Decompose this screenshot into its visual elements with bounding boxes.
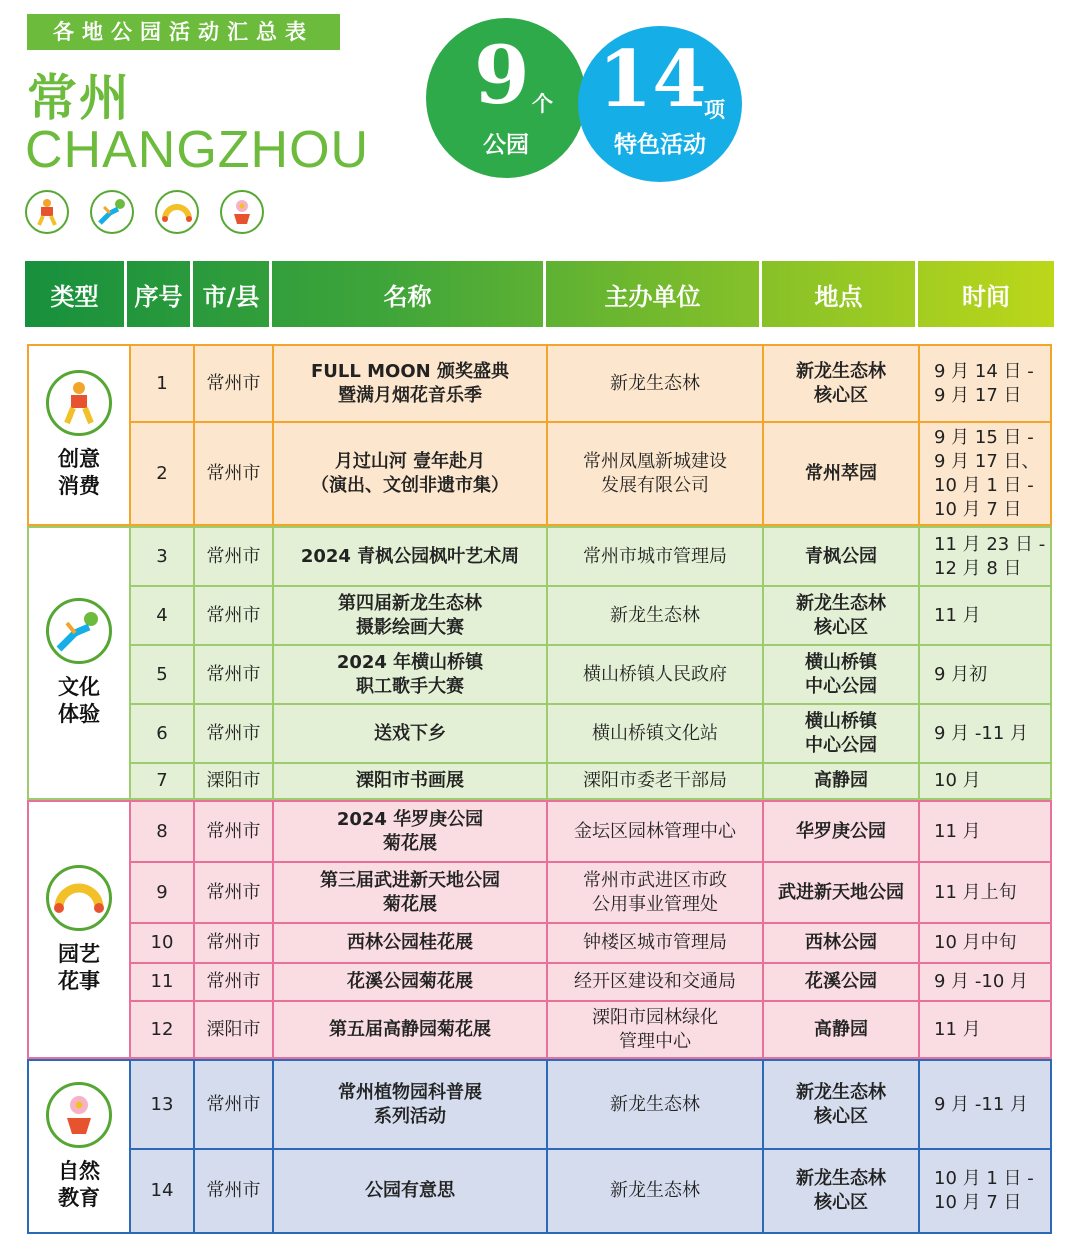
cell-no: 2 [129, 421, 193, 524]
cell-no: 3 [129, 528, 193, 585]
column-header-name: 名称 [272, 261, 546, 327]
table-row [129, 922, 1050, 962]
cell-no: 13 [129, 1061, 193, 1148]
column-header-location: 地点 [762, 261, 918, 327]
cell-organizer: 横山桥镇人民政府 [546, 644, 762, 703]
parks-unit: 个 [532, 92, 553, 116]
activities-unit: 项 [704, 98, 725, 122]
cell-name: 花溪公园菊花展 [272, 962, 546, 1000]
cell-organizer: 常州凤凰新城建设 发展有限公司 [546, 421, 762, 524]
cell-time: 11 月 [918, 802, 1050, 861]
cell-name: 第三届武进新天地公园 菊花展 [272, 861, 546, 922]
cell-name: 溧阳市书画展 [272, 762, 546, 798]
category-label: 文化 体验 [58, 675, 100, 726]
cell-time: 11 月 23 日 - 12 月 8 日 [918, 528, 1050, 585]
cell-no: 7 [129, 762, 193, 798]
cell-time: 11 月 [918, 585, 1050, 644]
table-row [129, 962, 1050, 1000]
cell-name: 常州植物园科普展 系列活动 [272, 1061, 546, 1148]
cell-location: 西林公园 [762, 922, 918, 962]
cell-city: 常州市 [193, 922, 272, 962]
cell-time: 11 月上旬 [918, 861, 1050, 922]
category-cell [29, 1061, 129, 1232]
group-nature-education [27, 1059, 1052, 1234]
cell-city: 常州市 [193, 1148, 272, 1232]
cell-no: 10 [129, 922, 193, 962]
category-label: 自然 教育 [58, 1158, 100, 1210]
table-row [129, 703, 1050, 762]
table-row [129, 1000, 1050, 1057]
cell-time: 9 月 14 日 - 9 月 17 日 [918, 346, 1050, 421]
cell-organizer: 钟楼区城市管理局 [546, 922, 762, 962]
city-title-en: CHANGZHOU [25, 121, 370, 179]
activities-count: 14 [598, 34, 707, 125]
category-label: 园艺 花事 [58, 941, 100, 993]
cell-city: 溧阳市 [193, 762, 272, 798]
cell-location: 华罗庚公园 [762, 802, 918, 861]
cell-location: 武进新天地公园 [762, 861, 918, 922]
cell-city: 常州市 [193, 1061, 272, 1148]
group-horticulture [27, 800, 1052, 1059]
cell-organizer: 新龙生态林 [546, 1061, 762, 1148]
cell-organizer: 新龙生态林 [546, 1148, 762, 1232]
table-row [129, 802, 1050, 861]
table-row [129, 861, 1050, 922]
rainbow-icon [155, 190, 199, 234]
cell-location: 花溪公园 [762, 962, 918, 1000]
cell-time: 10 月 [918, 762, 1050, 798]
flower-pot-icon [220, 190, 264, 234]
cell-location: 高静园 [762, 762, 918, 798]
table-row [129, 1061, 1050, 1148]
cell-name: 送戏下乡 [272, 703, 546, 762]
cell-location: 新龙生态林 核心区 [762, 1148, 918, 1232]
rainbow-icon [46, 865, 112, 931]
cell-city: 常州市 [193, 703, 272, 762]
cell-city: 溧阳市 [193, 1000, 272, 1057]
dancer-icon [46, 598, 112, 664]
cell-organizer: 溧阳市园林绿化 管理中心 [546, 1000, 762, 1057]
cell-name: 月过山河 壹年赴月 （演出、文创非遗市集） [272, 421, 546, 524]
cell-no: 8 [129, 802, 193, 861]
category-icon-row [25, 190, 264, 234]
category-cell [29, 528, 129, 798]
cell-name: 公园有意思 [272, 1148, 546, 1232]
cell-name: 2024 华罗庚公园 菊花展 [272, 802, 546, 861]
cell-name: FULL MOON 颁奖盛典 暨满月烟花音乐季 [272, 346, 546, 421]
cell-time: 9 月 15 日 - 9 月 17 日、 10 月 1 日 - 10 月 7 日 [918, 421, 1050, 524]
group-cultural-experience [27, 526, 1052, 800]
cell-organizer: 常州市武进区市政 公用事业管理处 [546, 861, 762, 922]
cell-time: 9 月 -10 月 [918, 962, 1050, 1000]
cell-no: 5 [129, 644, 193, 703]
cell-location: 新龙生态林 核心区 [762, 346, 918, 421]
category-cell [29, 802, 129, 1057]
city-title-cn: 常州 [27, 68, 131, 127]
cell-location: 常州萃园 [762, 421, 918, 524]
table-row [129, 585, 1050, 644]
cell-city: 常州市 [193, 802, 272, 861]
parks-count-badge [426, 18, 586, 178]
cell-location: 青枫公园 [762, 528, 918, 585]
cell-organizer: 金坛区园林管理中心 [546, 802, 762, 861]
cell-location: 新龙生态林 核心区 [762, 1061, 918, 1148]
runner-icon [46, 370, 112, 436]
table-row [129, 762, 1050, 798]
cell-time: 10 月中旬 [918, 922, 1050, 962]
cell-location: 横山桥镇 中心公园 [762, 703, 918, 762]
group-creative-consumption [27, 344, 1052, 526]
cell-organizer: 新龙生态林 [546, 346, 762, 421]
cell-organizer: 横山桥镇文化站 [546, 703, 762, 762]
cell-no: 14 [129, 1148, 193, 1232]
table-row [129, 644, 1050, 703]
cell-name: 第五届高静园菊花展 [272, 1000, 546, 1057]
cell-name: 第四届新龙生态林 摄影绘画大赛 [272, 585, 546, 644]
table-header [25, 261, 1054, 327]
column-header-no: 序号 [127, 261, 193, 327]
cell-organizer: 溧阳市委老干部局 [546, 762, 762, 798]
column-header-organizer: 主办单位 [546, 261, 762, 327]
parks-count: 9 [474, 28, 530, 122]
cell-location: 新龙生态林 核心区 [762, 585, 918, 644]
cell-city: 常州市 [193, 346, 272, 421]
column-header-type: 类型 [25, 261, 127, 327]
cell-time: 10 月 1 日 - 10 月 7 日 [918, 1148, 1050, 1232]
runner-icon [25, 190, 69, 234]
cell-no: 4 [129, 585, 193, 644]
cell-no: 11 [129, 962, 193, 1000]
cell-location: 横山桥镇 中心公园 [762, 644, 918, 703]
cell-city: 常州市 [193, 528, 272, 585]
cell-no: 6 [129, 703, 193, 762]
activities-label: 特色活动 [614, 132, 706, 158]
column-header-city: 市/县 [193, 261, 272, 327]
category-cell [29, 346, 129, 524]
cell-organizer: 经开区建设和交通局 [546, 962, 762, 1000]
category-label: 创意 消费 [58, 447, 100, 498]
table-row [129, 346, 1050, 421]
cell-name: 2024 青枫公园枫叶艺术周 [272, 528, 546, 585]
cell-organizer: 新龙生态林 [546, 585, 762, 644]
dancer-icon [90, 190, 134, 234]
cell-time: 9 月初 [918, 644, 1050, 703]
cell-location: 高静园 [762, 1000, 918, 1057]
column-header-time: 时间 [962, 282, 1010, 311]
cell-no: 1 [129, 346, 193, 421]
cell-name: 西林公园桂花展 [272, 922, 546, 962]
cell-organizer: 常州市城市管理局 [546, 528, 762, 585]
cell-no: 9 [129, 861, 193, 922]
cell-no: 12 [129, 1000, 193, 1057]
cell-name: 2024 年横山桥镇 职工歌手大赛 [272, 644, 546, 703]
section-tag: 各地公园活动汇总表 [27, 14, 340, 50]
cell-city: 常州市 [193, 421, 272, 524]
cell-time: 9 月 -11 月 [918, 703, 1050, 762]
cell-city: 常州市 [193, 585, 272, 644]
activities-count-badge [578, 26, 742, 182]
cell-time: 11 月 [918, 1000, 1050, 1057]
flower-pot-icon [46, 1082, 112, 1148]
cell-city: 常州市 [193, 861, 272, 922]
table-row [129, 421, 1050, 524]
cell-city: 常州市 [193, 962, 272, 1000]
table-row [129, 1148, 1050, 1232]
cell-city: 常州市 [193, 644, 272, 703]
parks-label: 公园 [483, 132, 529, 158]
table-row [129, 528, 1050, 585]
cell-time: 9 月 -11 月 [918, 1061, 1050, 1148]
